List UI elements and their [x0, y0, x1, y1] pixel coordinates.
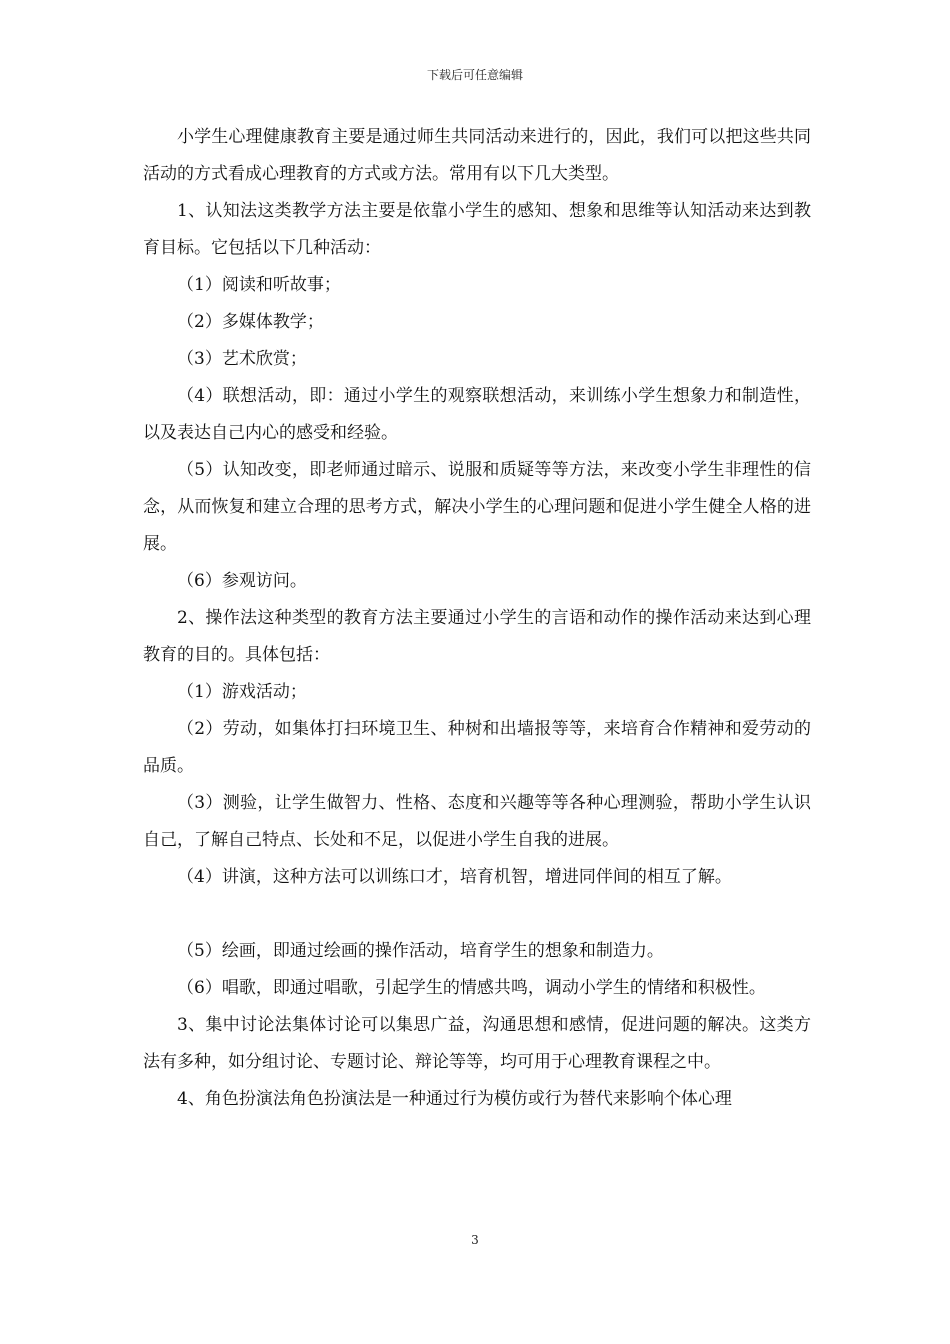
- paragraph: 小学生心理健康教育主要是通过师生共同活动来进行的，因此，我们可以把这些共同活动的方式看成心理教育的方式或方法。常用有以下几大类型。: [143, 127, 811, 184]
- paragraph: （3）艺术欣赏；: [177, 349, 307, 369]
- paragraph: （3）测验，让学生做智力、性格、态度和兴趣等等各种心理测验，帮助小学生认识自己，了解自己特点、长处和不足，以促进小学生自我的进展。: [143, 793, 811, 850]
- paragraph: 1、认知法这类教学方法主要是依靠小学生的感知、想象和思维等认知活动来达到教育目标。它包括以下几种活动：: [143, 201, 811, 258]
- paragraph: （5）认知改变，即老师通过暗示、说服和质疑等等方法，来改变小学生非理性的信念，从而恢复和建立合理的思考方式，解决小学生的心理问题和促进小学生健全人格的进展。: [143, 460, 811, 554]
- paragraph: （5）绘画，即通过绘画的操作活动，培育学生的想象和制造力。: [177, 941, 664, 961]
- paragraph: （4）讲演，这种方法可以训练口才，培育机智，增进同伴间的相互了解。: [177, 867, 732, 887]
- paragraph: （1）阅读和听故事；: [177, 275, 341, 295]
- page-number: 3: [471, 1233, 479, 1247]
- page-header: 下载后可任意编辑: [426, 68, 523, 82]
- paragraph: （6）唱歌，即通过唱歌，引起学生的情感共鸣，调动小学生的情绪和积极性。: [177, 978, 766, 998]
- paragraph: （4）联想活动，即：通过小学生的观察联想活动，来训练小学生想象力和制造性，以及表达自己内心的感受和经验。: [143, 386, 811, 443]
- paragraph: （1）游戏活动；: [177, 682, 307, 702]
- paragraph: （6）参观访问。: [177, 571, 307, 591]
- paragraph: （2）劳动，如集体打扫环境卫生、种树和出墙报等等，来培育合作精神和爱劳动的品质。: [143, 719, 811, 776]
- paragraph: 2、操作法这种类型的教育方法主要通过小学生的言语和动作的操作活动来达到心理教育的目的。具体包括：: [143, 608, 811, 665]
- paragraph: 4、角色扮演法角色扮演法是一种通过行为模仿或行为替代来影响个体心理: [177, 1089, 732, 1109]
- paragraph: 3、集中讨论法集体讨论可以集思广益，沟通思想和感情，促进问题的解决。这类方法有多种，如分组讨论、专题讨论、辩论等等，均可用于心理教育课程之中。: [143, 1015, 811, 1072]
- document-body: [143, 119, 811, 1118]
- paragraph: （2）多媒体教学；: [177, 312, 324, 332]
